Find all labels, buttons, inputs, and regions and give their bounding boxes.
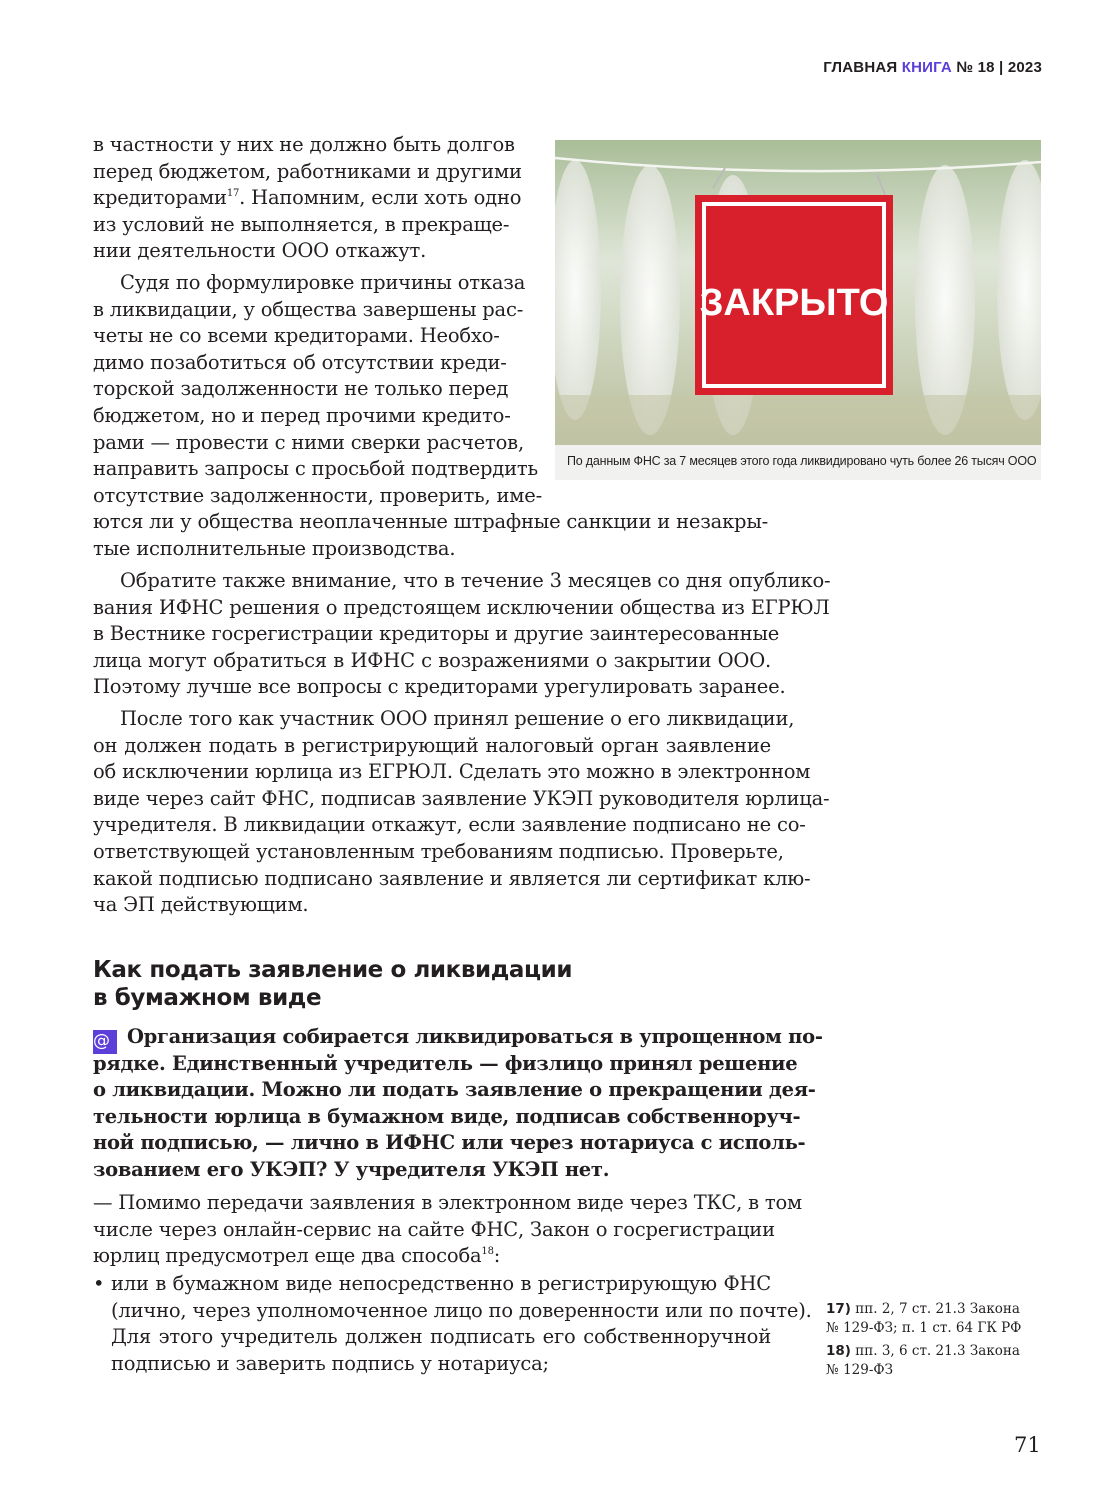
text-line: отсутствие задолженности, проверить, име- — [93, 483, 542, 507]
expert-answer — [93, 1190, 802, 1270]
text-line: вания ИФНС решения о предстоящем исключении общества из ЕГРЮЛ — [93, 595, 830, 619]
text-fragment: кредиторами — [93, 186, 227, 210]
text-line: из условий не выполняется, в прекраще- — [93, 212, 510, 236]
issue-number: № 18 | 2023 — [956, 59, 1042, 76]
text-line: в частности у них не должно быть долгов — [93, 133, 515, 156]
bullet-icon: • — [93, 1272, 105, 1295]
footnote-text: пп. 2, 7 ст. 21.3 Закона — [855, 1301, 1020, 1317]
text-line: об исключении юрлица из ЕГРЮЛ. Сделать это можно в электронном — [93, 760, 811, 784]
photo-caption-bar — [555, 445, 1041, 480]
text-fragment: : — [493, 1244, 501, 1268]
footnote-text: № 129-ФЗ — [826, 1362, 894, 1378]
footnote-18 — [826, 1342, 1021, 1380]
text-line: учредителя. В ликвидации откажут, если заявление подписано не со- — [93, 813, 806, 837]
text-line — [93, 185, 522, 212]
text-line: тельности юрлица в бумажном виде, подписав собственноруч- — [93, 1104, 801, 1128]
text-line: рами — провести с ними сверки расчетов, — [93, 430, 524, 454]
text-line: перед бюджетом, работниками и другими — [93, 159, 522, 183]
text-line: ча ЭП действующим. — [93, 893, 309, 917]
text-line: четы не со всеми кредиторами. Необхо- — [93, 324, 500, 348]
bullet-marker — [93, 1271, 104, 1298]
text-line: После того как участник ООО принял решение о его ликвидации, — [120, 707, 795, 730]
text-line: подписью и заверить подпись у нотариуса; — [111, 1351, 549, 1375]
footnote-text: № 129-ФЗ; п. 1 ст. 64 ГК РФ — [826, 1320, 1022, 1336]
text-line: он должен подать в регистрирующий налоговый орган заявление — [93, 733, 771, 757]
text-line: рядке. Единственный учредитель — физлицо принял решение — [93, 1051, 798, 1075]
closed-sign-photo — [555, 140, 1041, 480]
page-number: 71 — [1014, 1433, 1041, 1457]
text-line: или в бумажном виде непосредственно в регистрирующую ФНС — [111, 1272, 771, 1295]
text-fragment: юрлиц предусмотрел еще два способа — [93, 1244, 482, 1268]
text-line: лица могут обратиться в ИФНС с возражениями о закрытии ООО. — [93, 648, 771, 672]
text-line: ются ли у общества неоплаченные штрафные санкции и незакры- — [93, 510, 769, 534]
photo-scene — [555, 140, 1041, 445]
photo-caption: По данным ФНС за 7 месяцев этого года ликвидировано чуть более 26 тысяч ООО — [567, 454, 1037, 468]
text-line — [93, 1024, 823, 1051]
text-line: Поэтому лучше все вопросы с кредиторами урегулировать заранее. — [93, 675, 786, 699]
heading-line: Как подать заявление о ликвидации — [93, 957, 573, 983]
text-line: бюджетом, но и перед прочими кредито- — [93, 403, 511, 427]
bullet-item — [111, 1271, 812, 1377]
text-line: Судя по формулировке причины отказа — [120, 271, 526, 294]
text-line: димо позаботиться об отсутствии креди- — [93, 350, 507, 374]
text-line: в Вестнике госрегистрации кредиторы и другие заинтересованные — [93, 622, 780, 646]
reader-question — [93, 1024, 823, 1184]
text-line: о ликвидации. Можно ли подать заявление о прекращении дея- — [93, 1078, 816, 1102]
text-line: торской задолженности не только перед — [93, 377, 509, 401]
text-fragment: . Напомним, если хоть одно — [239, 186, 522, 210]
magazine-masthead — [823, 59, 1042, 76]
footnote-ref-17[interactable]: 17 — [226, 188, 240, 200]
magazine-name: ГЛАВНАЯ — [823, 59, 898, 76]
magazine-name-accent: КНИГА — [901, 59, 952, 76]
text-line: Обратите также внимание, что в течение 3 месяцев со дня опублико- — [120, 569, 831, 592]
section-heading — [93, 956, 572, 1012]
text-line: числе через онлайн-сервис на сайте ФНС, Закон о госрегистрации — [93, 1217, 775, 1241]
sign-text: ЗАКРЫТО — [699, 282, 889, 324]
footnote-text: пп. 3, 6 ст. 21.3 Закона — [855, 1343, 1020, 1359]
photo-illustration — [555, 140, 1041, 445]
paragraph-objections — [93, 568, 831, 701]
text-line: зованием его УКЭП? У учредителя УКЭП нет. — [93, 1157, 610, 1181]
text-line: Для этого учредитель должен подписать его собственноручной — [111, 1325, 771, 1349]
heading-line: в бумажном виде — [93, 985, 322, 1011]
footnote-number: 18) — [826, 1343, 851, 1359]
paragraph-application — [93, 706, 830, 919]
text-line: какой подписью подписано заявление и является ли сертификат клю- — [93, 866, 811, 890]
text-line: виде через сайт ФНС, подписав заявление УКЭП руководителя юрлица- — [93, 786, 830, 810]
footnote-17 — [826, 1300, 1021, 1338]
text-line: тые исполнительные производства. — [93, 536, 456, 560]
footnote-number: 17) — [826, 1301, 851, 1317]
text-line: ной подписью, — лично в ИФНС или через нотариуса с исполь- — [93, 1131, 806, 1155]
text-line: направить запросы с просьбой подтвердить — [93, 457, 538, 481]
text-line: в ликвидации, у общества завершены рас- — [93, 297, 524, 321]
text-line: ответствующей установленным требованиям подписью. Проверьте, — [93, 839, 784, 863]
footnotes — [826, 1300, 1021, 1384]
text-fragment: Организация собирается ликвидироваться в упрощенном по- — [127, 1025, 823, 1048]
text-line: нии деятельности ООО откажут. — [93, 239, 427, 263]
text-line: (лично, через уполномоченное лицо по доверенности или по почте). — [111, 1298, 812, 1322]
footnote-ref-18[interactable]: 18 — [481, 1246, 494, 1258]
at-sign-icon: @ — [93, 1030, 117, 1054]
text-line: — Помимо передачи заявления в электронном виде через ТКС, в том — [93, 1191, 802, 1214]
text-line — [93, 1243, 771, 1270]
intro-paragraph — [93, 132, 522, 265]
